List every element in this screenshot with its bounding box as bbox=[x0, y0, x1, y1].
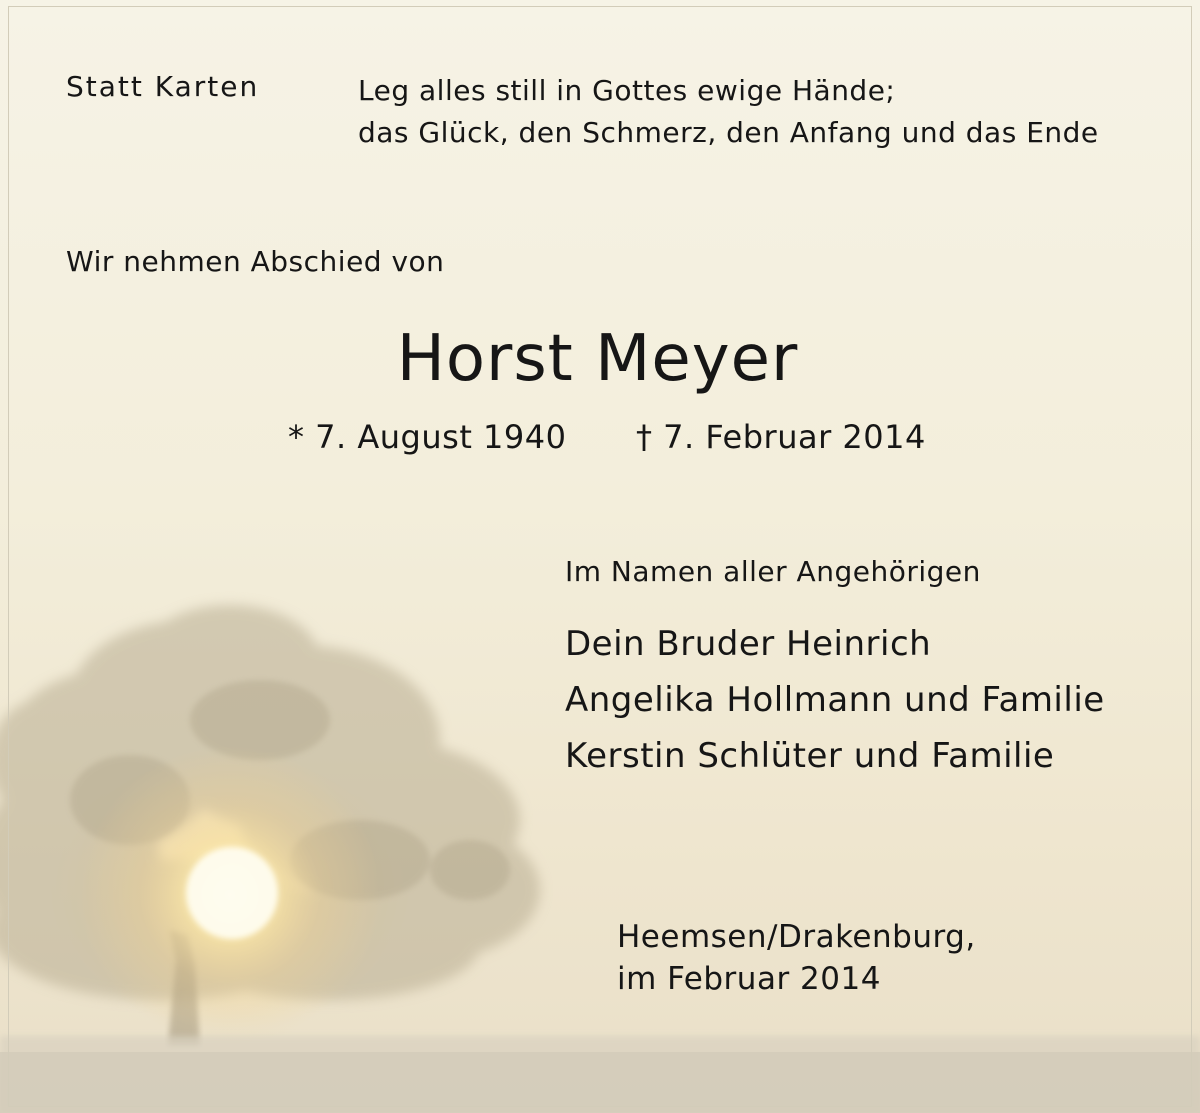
location-place: Heemsen/Drakenburg, bbox=[617, 919, 976, 955]
mourner-name: Angelika Hollmann und Familie bbox=[565, 680, 1105, 720]
sun bbox=[186, 847, 278, 939]
location-date-block bbox=[617, 916, 976, 1000]
birth-date: * 7. August 1940 bbox=[288, 418, 567, 456]
location-date: im Februar 2014 bbox=[617, 961, 881, 997]
verse-line: Leg alles still in Gottes ewige Hände; bbox=[358, 74, 896, 107]
death-date: † 7. Februar 2014 bbox=[636, 418, 926, 456]
statt-karten-label: Statt Karten bbox=[66, 70, 260, 103]
farewell-intro: Wir nehmen Abschied von bbox=[66, 245, 445, 278]
ground bbox=[0, 1052, 1200, 1113]
mourner-name: Kerstin Schlüter und Familie bbox=[565, 736, 1055, 776]
mourners-heading: Im Namen aller Angehörigen bbox=[565, 555, 981, 588]
deceased-name: Horst Meyer bbox=[396, 322, 799, 396]
mourners-list bbox=[565, 616, 1105, 784]
verse-block bbox=[358, 70, 1099, 154]
mourner-name: Dein Bruder Heinrich bbox=[565, 624, 932, 664]
verse-line: das Glück, den Schmerz, den Anfang und das Ende bbox=[358, 116, 1099, 149]
